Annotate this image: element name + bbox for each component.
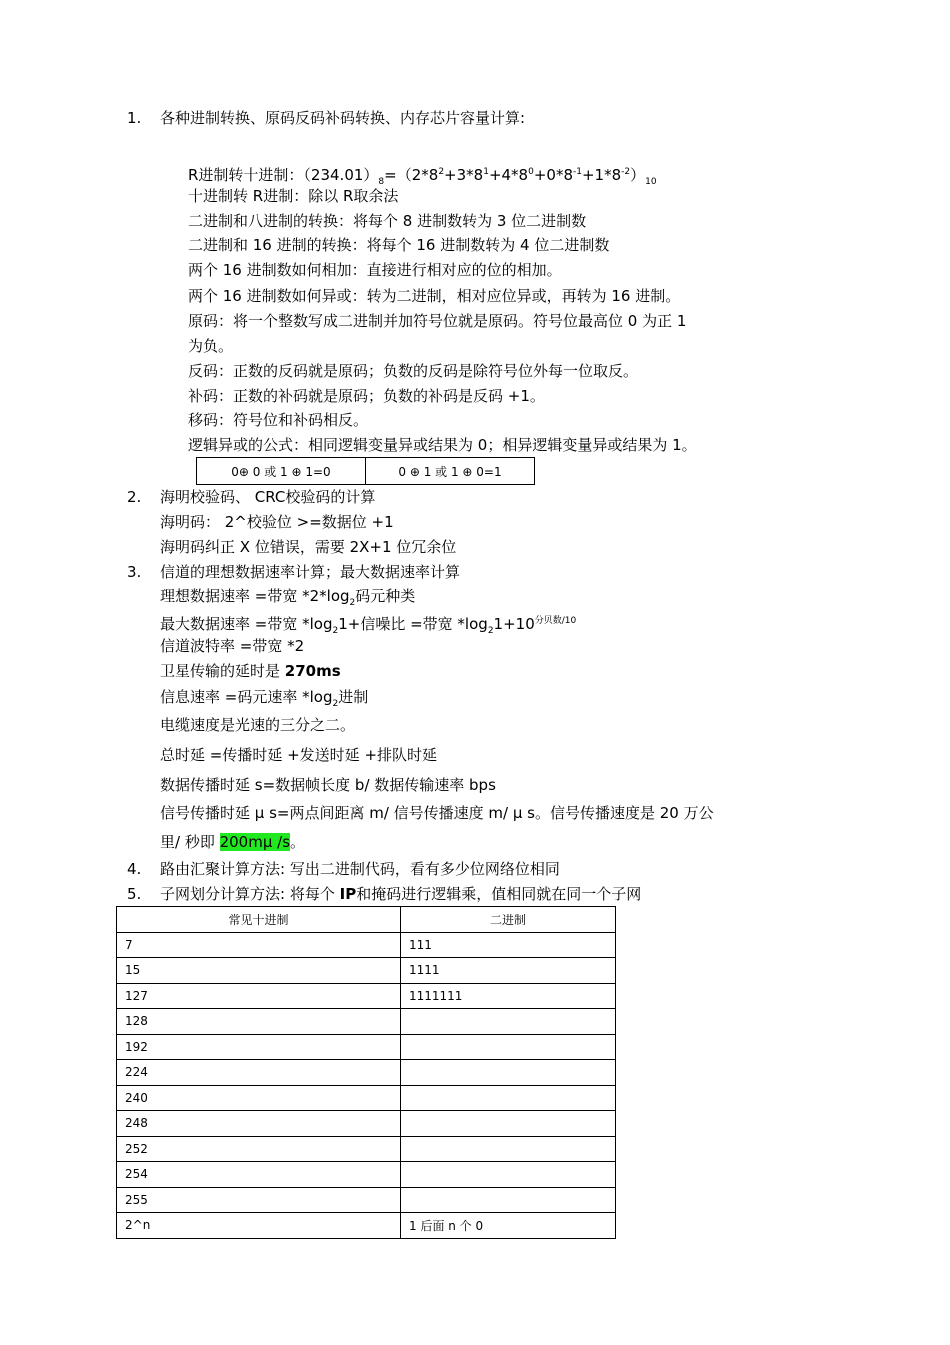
table-row (117, 983, 616, 1009)
text-line: 二进制和 16 进制的转换：将每个 16 进制数转为 4 位二进制数 (188, 236, 610, 254)
table-cell: 248 (117, 1111, 401, 1137)
section-title-text: 和掩码进行逻辑乘，值相同就在同一个子网 (356, 885, 642, 903)
formula-sup: -1 (572, 167, 582, 177)
formula-text: 进制 (338, 688, 369, 706)
text-line: 信号传播时延 μ s=两点间距离 m/ 信号传播速度 m/ μ s。信号传播速度是 20 万公 (160, 804, 714, 822)
formula-sub: 2 (349, 598, 356, 608)
table-cell: 15 (117, 958, 401, 984)
formula-text: 理想数据速率 =带宽 *2*log (160, 587, 350, 605)
table-row (117, 1162, 616, 1188)
formula-sup: 2 (438, 167, 445, 177)
table-row (117, 932, 616, 958)
text-line: 原码：将一个整数写成二进制并加符号位就是原码。符号位最高位 0 为正 1 (188, 312, 687, 330)
text-line: 两个 16 进制数如何相加：直接进行相对应的位的相加。 (188, 261, 562, 279)
formula-text: 卫星传输的延时是 (160, 662, 285, 680)
formula-sup: 1 (483, 167, 489, 177)
table-row (117, 1009, 616, 1035)
table-row (117, 1085, 616, 1111)
table-row (117, 1034, 616, 1060)
text-line: 逻辑异或的公式：相同逻辑变量异或结果为 0；相异逻辑变量异或结果为 1。 (188, 436, 697, 454)
highlighted-value: 200mμ /s (219, 833, 291, 851)
table-cell: 1111111 (401, 983, 616, 1009)
table-cell: 7 (117, 932, 401, 958)
formula-text: =（2*8 (384, 166, 439, 184)
text-line: 移码：符号位和补码相反。 (188, 411, 369, 429)
xor-cell: 0 ⊕ 1 或 1 ⊕ 0=1 (366, 458, 535, 485)
table-cell (401, 1111, 616, 1137)
formula-sup: 0 (528, 167, 534, 177)
section-number: 5. (127, 885, 142, 903)
table-row (117, 1136, 616, 1162)
formula-text: 1+信噪比 =带宽 *log (338, 615, 488, 633)
text-line: 二进制和八进制的转换：将每个 8 进制数转为 3 位二进制数 (188, 212, 587, 230)
text-line: 两个 16 进制数如何异或：转为二进制，相对应位异或，再转为 16 进制。 (188, 287, 681, 305)
table-cell: 240 (117, 1085, 401, 1111)
text-line: 总时延 =传播时延 +发送时延 +排队时延 (160, 746, 438, 764)
table-cell: 1 后面 n 个 0 (401, 1213, 616, 1239)
satellite-delay-line (160, 661, 341, 681)
table-cell: 252 (117, 1136, 401, 1162)
xor-cell: 0⊕ 0 或 1 ⊕ 1=0 (197, 458, 366, 485)
section-title: 海明校验码、 CRC校验码的计算 (160, 488, 376, 506)
table-cell (401, 1085, 616, 1111)
table-cell (401, 1136, 616, 1162)
formula-text: +0*8 (533, 166, 573, 184)
formula-text: 最大数据速率 =带宽 *log (160, 615, 333, 633)
text-line: 海明码： 2^校验位 >=数据位 +1 (160, 513, 394, 531)
info-rate-formula (160, 687, 368, 714)
formula-sub: 2 (332, 699, 339, 709)
formula-sub: 8 (378, 177, 385, 187)
formula-sub: 10 (645, 177, 657, 187)
section-title-text: 子网划分计算方法: 将每个 (160, 885, 335, 903)
text-line: 十进制转 R进制：除以 R取余法 (188, 187, 399, 205)
formula-sup: -2 (621, 167, 631, 177)
section-number: 3. (127, 563, 142, 581)
formula-text: +1*8 (581, 166, 622, 184)
formula-text: 码元种类 (355, 587, 416, 605)
signal-speed-line (160, 832, 305, 852)
table-header: 常见十进制 (117, 907, 401, 933)
table-cell: 255 (117, 1187, 401, 1213)
table-row (117, 1111, 616, 1137)
table-row (117, 1060, 616, 1086)
table-row (117, 958, 616, 984)
table-row (117, 1213, 616, 1239)
text-line: 数据传播时延 s=数据帧长度 b/ 数据传输速率 bps (160, 776, 496, 794)
formula-sup: 分贝数/10 (534, 616, 577, 626)
table-cell (401, 1060, 616, 1086)
table-cell: 192 (117, 1034, 401, 1060)
section-title: 各种进制转换、原码反码补码转换、内存芯片容量计算: (160, 109, 526, 127)
table-cell: 2^n (117, 1213, 401, 1239)
text-line: 信道波特率 =带宽 *2 (160, 637, 305, 655)
text-line: 补码：正数的补码就是原码；负数的补码是反码 +1。 (188, 387, 545, 405)
table-header: 二进制 (401, 907, 616, 933)
table-cell (401, 1162, 616, 1188)
formula-text: 信息速率 =码元速率 *log (160, 688, 333, 706)
table-cell: 224 (117, 1060, 401, 1086)
formula-text: 里/ 秒即 (160, 833, 220, 851)
satellite-delay-value: 270ms (284, 662, 341, 680)
section-title: 路由汇聚计算方法: 写出二进制代码，看有多少位网络位相同 (160, 860, 560, 878)
table-row (117, 1187, 616, 1213)
text-line: 电缆速度是光速的三分之二。 (160, 716, 356, 734)
table-cell (401, 1034, 616, 1060)
xor-table (196, 457, 535, 485)
formula-text: R进制转十进制：（234.01） (188, 166, 379, 184)
formula-sub: 2 (487, 626, 494, 636)
section-title (160, 884, 641, 904)
table-cell (401, 1009, 616, 1035)
ip-text: IP (339, 885, 357, 903)
formula-sub: 2 (332, 626, 339, 636)
text-line: 为负。 (188, 337, 234, 355)
decimal-binary-table (116, 906, 616, 1239)
formula-text: +3*8 (444, 166, 484, 184)
text-line: 反码：正数的反码就是原码；负数的反码是除符号位外每一位取反。 (188, 362, 639, 380)
section-title: 信道的理想数据速率计算；最大数据速率计算 (160, 563, 461, 581)
ideal-rate-formula (160, 586, 415, 613)
section-number: 2. (127, 488, 142, 506)
table-cell: 254 (117, 1162, 401, 1188)
table-cell: 127 (117, 983, 401, 1009)
table-cell: 128 (117, 1009, 401, 1035)
formula-text: 。 (290, 833, 306, 851)
table-cell: 1111 (401, 958, 616, 984)
section-number: 4. (127, 860, 142, 878)
section-number: 1. (127, 109, 142, 127)
text-line: 海明码纠正 X 位错误，需要 2X+1 位冗余位 (160, 538, 457, 556)
formula-text: +4*8 (488, 166, 529, 184)
table-cell: 111 (401, 932, 616, 958)
table-cell (401, 1187, 616, 1213)
formula-text: 1+10 (493, 615, 535, 633)
formula-text: ） (630, 166, 646, 184)
